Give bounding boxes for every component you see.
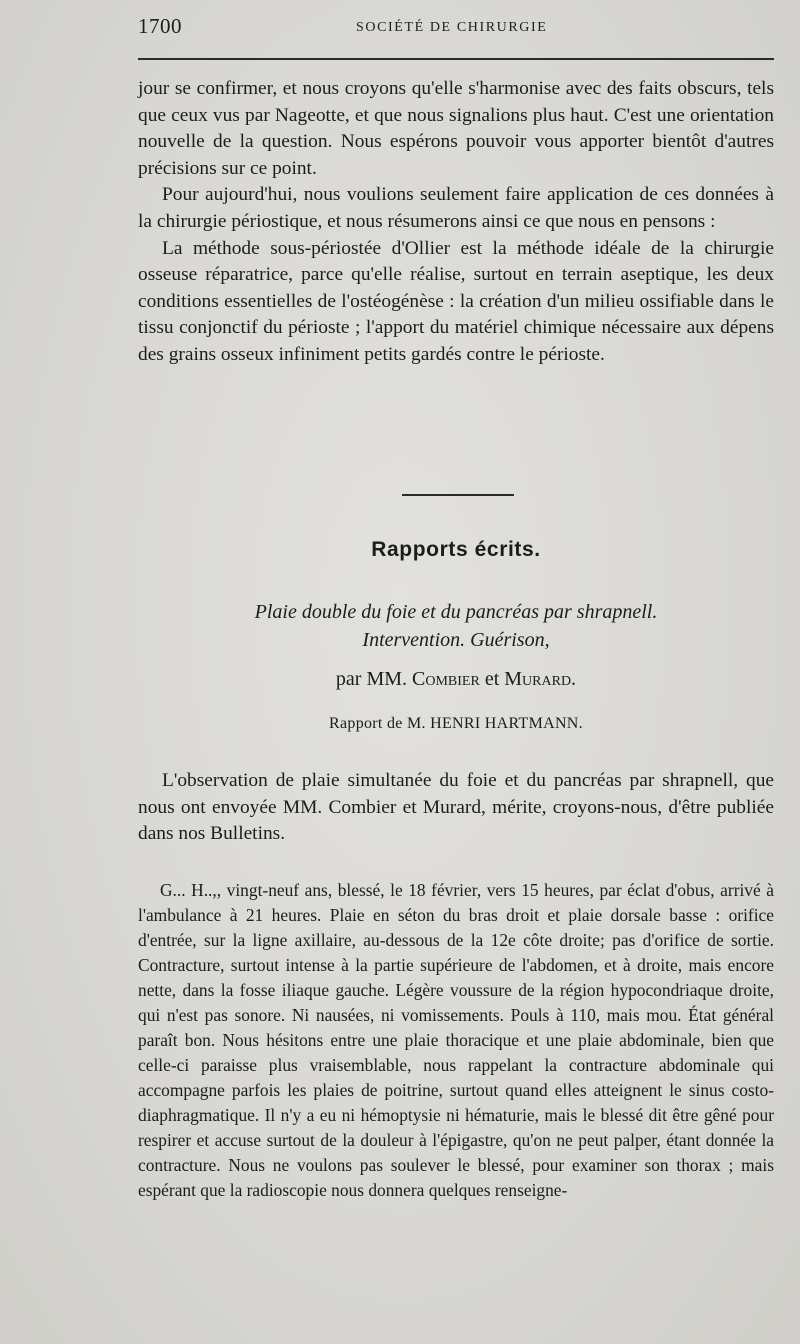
intro-text xyxy=(138,76,774,369)
paragraph: jour se confirmer, et nous croyons qu'elle s'harmonise avec des faits obscurs, tels que ceux vus par Nageotte, et que nous signalions plus haut. C'est une orientation nouvelle de la question. Nous espérons pouvoir vous apporter bientôt d'autres précisions sur ce point. xyxy=(138,78,774,179)
header-rule xyxy=(138,58,774,60)
byline xyxy=(138,668,774,691)
paragraph: G... H..,, vingt-neuf ans, blessé, le 18 février, vers 15 heures, par éclat d'obus, arrivé à l'ambulance à 21 heures. Plaie en séton du bras droit et plaie dorsale basse : orifice d'entrée, sur la ligne axillaire, au-dessous de la 12e côte droite; pas d'orifice de sortie. Contracture, surtout intense à la partie supérieure de l'abdomen, et à droite, mais encore nette, dans la fosse iliaque gauche. Légère voussure de la région hypocondriaque droite, qui n'est pas sonore. Ni nausées, ni vomissements. Pouls à 110, mais mou. État général paraît bon. Nous hésitons entre une plaie thoracique et une plaie abdominale, bien que celle-ci paraisse plus vraisemblable, nous rappelant la contracture abdominale qui accompagne parfois les plaies de poitrine, surtout quand elles atteignent le sinus costo-diaphragmatique. Il n'y a eu ni hémoptysie ni hématurie, mais le blessé dit être gêné pour respirer et accuse surtout de la douleur à l'épigastre, qu'on ne peut palper, étant donnée la contracture. Nous ne voulons pas soulever le blessé, pour examiner son thorax ; mais espérant que la radioscopie nous donnera quelques renseigne- xyxy=(138,880,774,1200)
author-name: Combier xyxy=(412,668,480,690)
paragraph: Pour aujourd'hui, nous voulions seulement faire application de ces données à la chirurgie périostique, et nous résumerons ainsi ce que nous en pensons : xyxy=(138,184,774,232)
paragraph: L'observation de plaie simultanée du foie et du pancréas par shrapnell, que nous ont envoyée MM. Combier et Murard, mérite, croyons-nous, d'être publiée dans nos Bulletins. xyxy=(138,770,774,845)
rapporteur-line: Rapport de M. HENRI HARTMANN. xyxy=(329,715,583,732)
section-divider xyxy=(402,494,514,496)
report-title-line: Intervention. Guérison, xyxy=(362,629,550,651)
section-heading: Rapports écrits. xyxy=(371,538,541,561)
running-title: SOCIÉTÉ DE CHIRURGIE xyxy=(356,20,548,35)
byline-prefix: par MM. xyxy=(335,668,408,690)
observation-text xyxy=(138,768,774,848)
page-number: 1700 xyxy=(138,14,182,38)
report-title-line: Plaie double du foie et du pancréas par shrapnell. xyxy=(254,601,658,623)
case-report xyxy=(138,878,774,1203)
report-title xyxy=(138,598,774,654)
author-name: Murard. xyxy=(504,668,577,690)
page-header xyxy=(138,14,774,44)
paragraph: La méthode sous-périostée d'Ollier est la méthode idéale de la chirurgie osseuse réparatrice, parce qu'elle réalise, surtout en terrain aseptique, les deux conditions essentielles de l'ostéogénèse : la création d'un milieu ossifiable dans le tissu conjonctif du périoste ; l'apport du matériel chimique nécessaire aux dépens des grains osseux infiniment petits gardés contre le périoste. xyxy=(138,237,774,365)
byline-conjunction: et xyxy=(484,668,500,690)
